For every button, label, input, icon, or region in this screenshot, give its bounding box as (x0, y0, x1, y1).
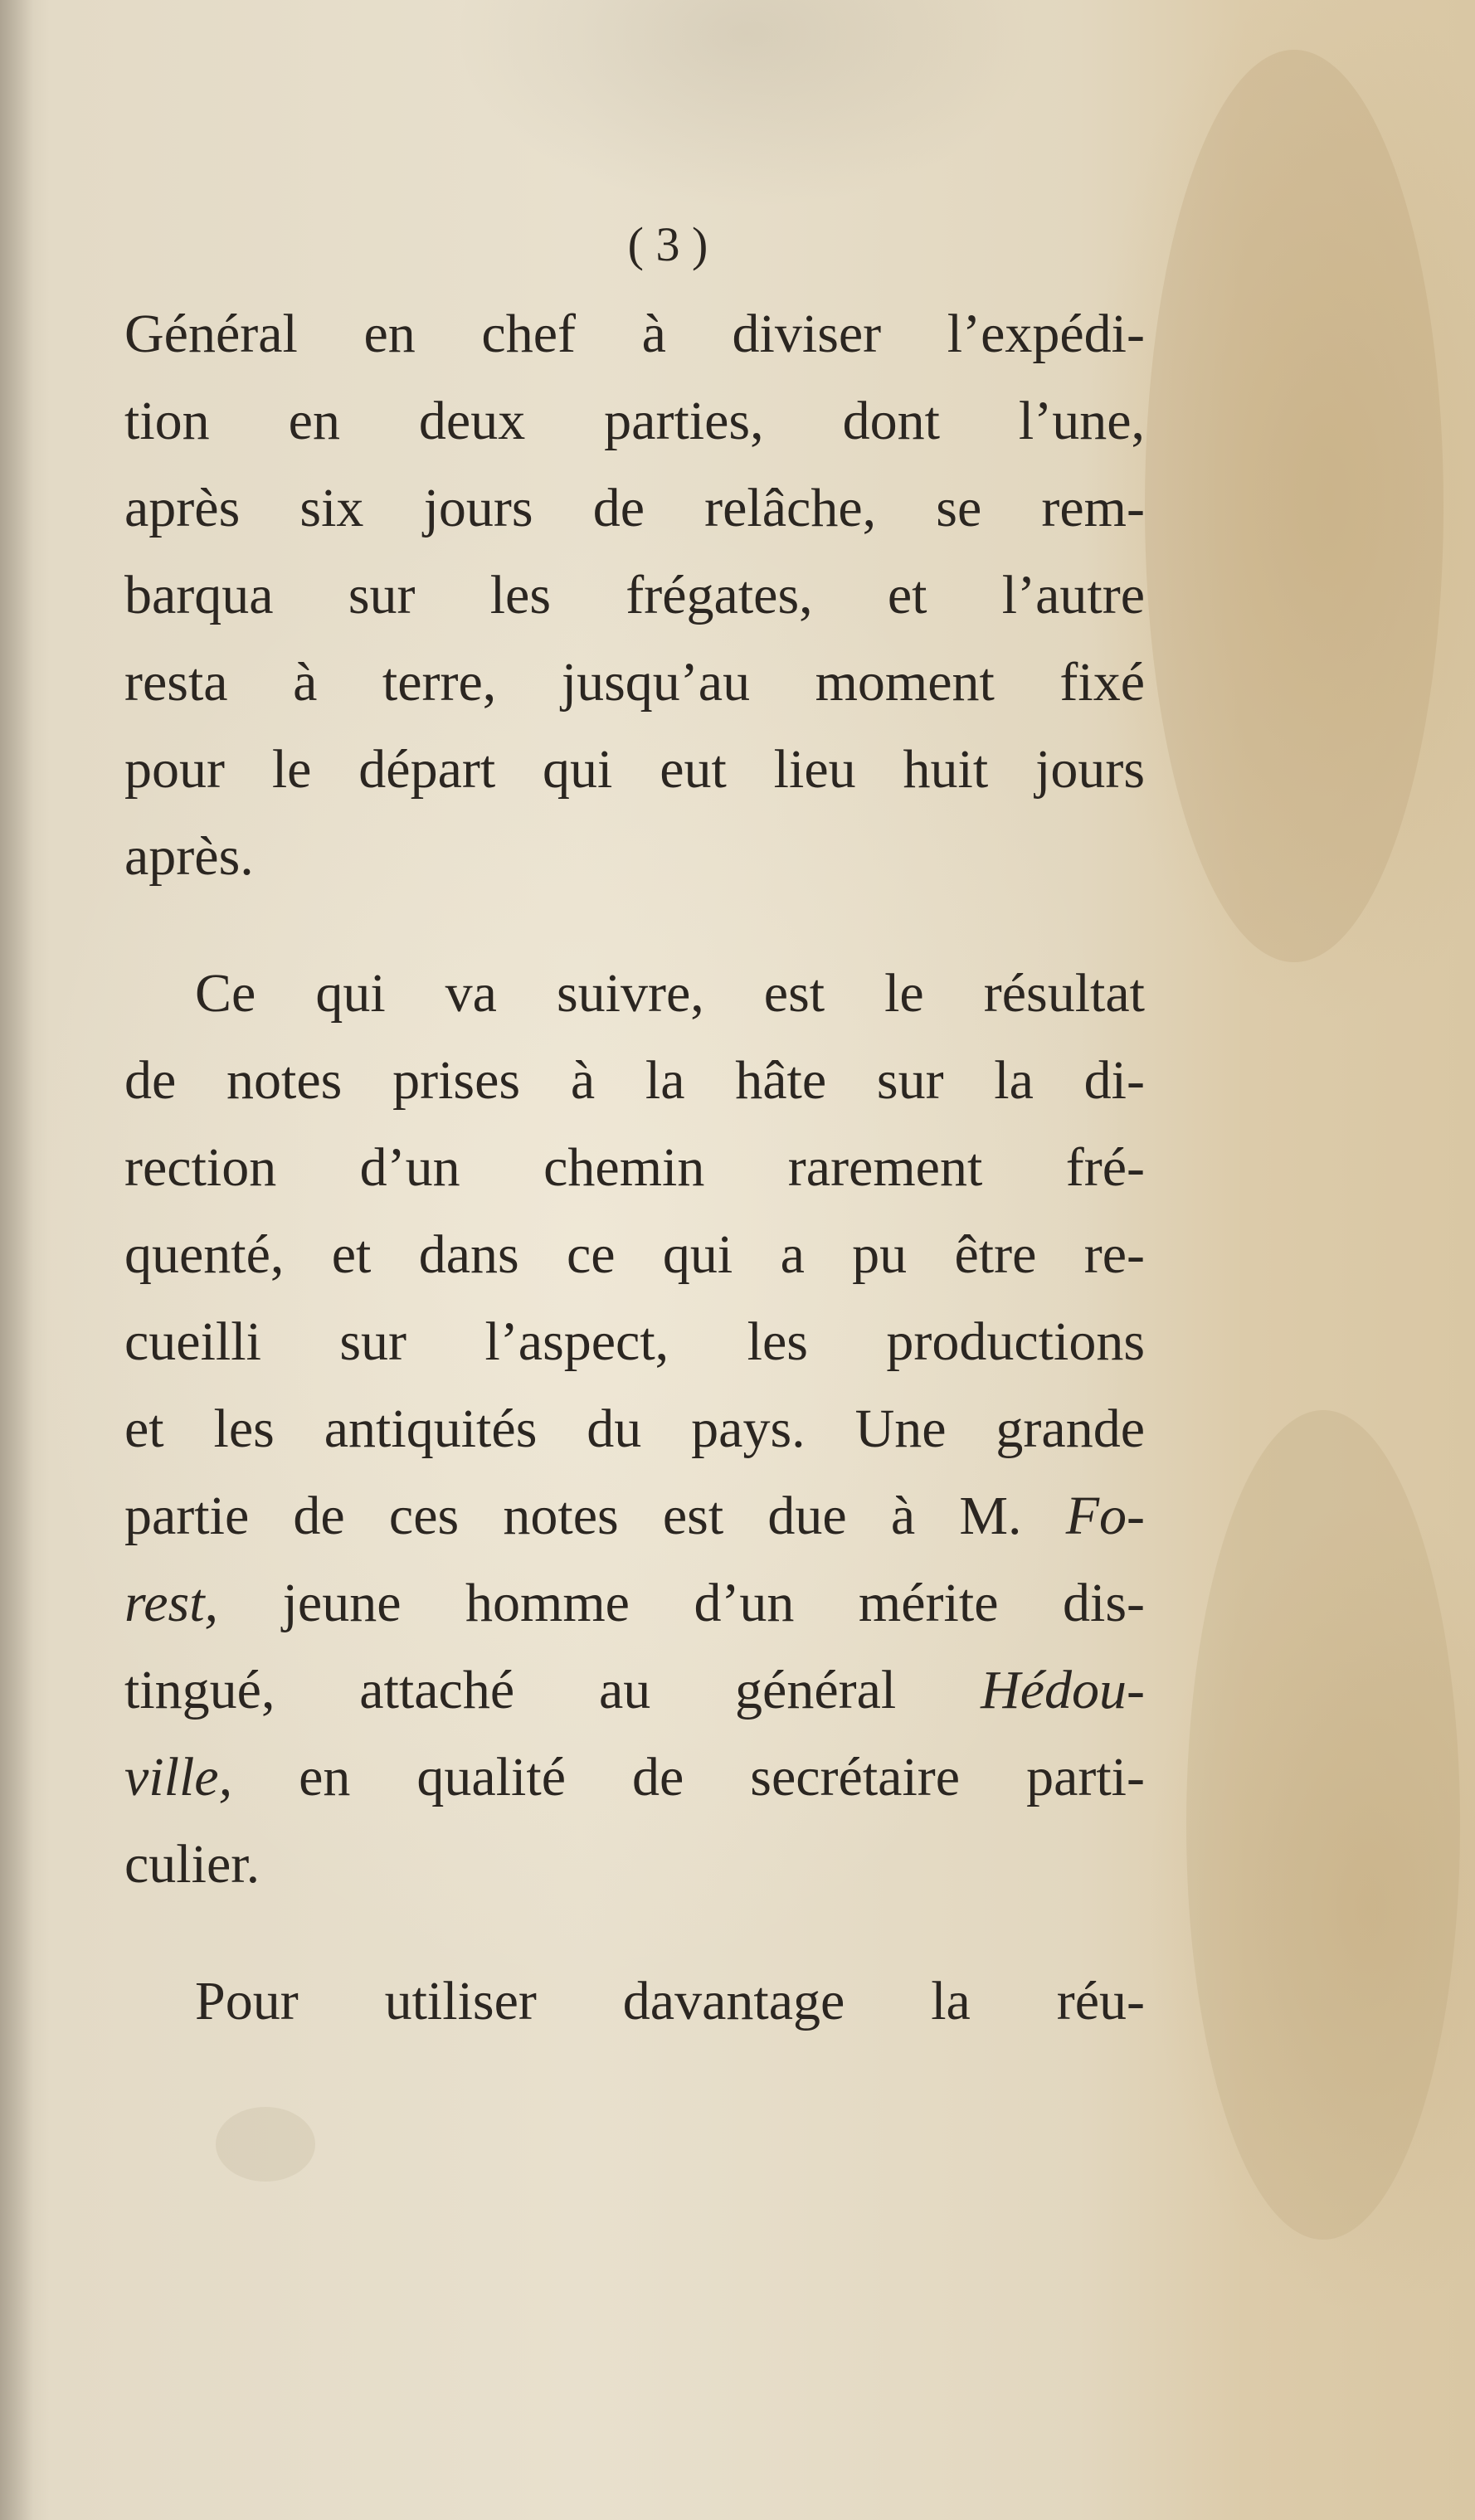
paper-stain (1186, 1410, 1460, 2240)
text-run: en qualité de secrétaire parti- (232, 1747, 1145, 1807)
text-line: culier. (124, 1834, 260, 1895)
paragraph-2 (124, 950, 1145, 1908)
text-line: Général en chef à diviser l’expédi- (124, 304, 1145, 364)
paragraph-1 (124, 290, 1145, 900)
text-line (124, 1734, 1145, 1821)
text-line: rection d’un chemin rarement fré- (124, 1137, 1145, 1198)
text-line: de notes prises à la hâte sur la di- (124, 1050, 1145, 1111)
paragraph-gap (124, 1908, 1145, 1958)
text-line: Pour utiliser davantage la réu- (195, 1971, 1145, 2031)
text-run: jeune homme d’un mérite dis- (218, 1573, 1145, 1633)
text-line: pour le départ qui eut lieu huit jours (124, 739, 1145, 800)
italic-name-fragment: Fo- (1065, 1486, 1145, 1546)
paragraph-gap (124, 900, 1145, 950)
paper-stain (1145, 50, 1443, 962)
page-edge-shadow (0, 0, 33, 2520)
paper-stain (216, 2107, 315, 2182)
text-line (124, 1647, 1145, 1734)
italic-name-fragment: Hédou- (981, 1660, 1145, 1720)
text-line: barqua sur les frégates, et l’autre (124, 565, 1145, 625)
page-number: ( 3 ) (627, 217, 708, 271)
text-line: tion en deux parties, dont l’une, (124, 391, 1145, 451)
text-line: cueilli sur l’aspect, les productions (124, 1311, 1145, 1372)
paragraph-3 (124, 1958, 1145, 2045)
text-line: Ce qui va suivre, est le résultat (195, 963, 1145, 1024)
italic-name-fragment: ville, (124, 1747, 233, 1807)
text-line: resta à terre, jusqu’au moment fixé (124, 652, 1145, 713)
text-line: et les antiquités du pays. Une grande (124, 1399, 1145, 1459)
page-text (124, 199, 1145, 2045)
text-run: partie de ces notes est due à M. (124, 1486, 1066, 1546)
text-line: après. (124, 826, 254, 887)
text-line: après six jours de relâche, se rem- (124, 478, 1145, 538)
text-line (124, 1472, 1145, 1559)
text-line: quenté, et dans ce qui a pu être re- (124, 1224, 1145, 1285)
italic-name-fragment: rest, (124, 1573, 219, 1633)
text-run: tingué, attaché au général (124, 1660, 981, 1720)
text-line (124, 1559, 1145, 1647)
